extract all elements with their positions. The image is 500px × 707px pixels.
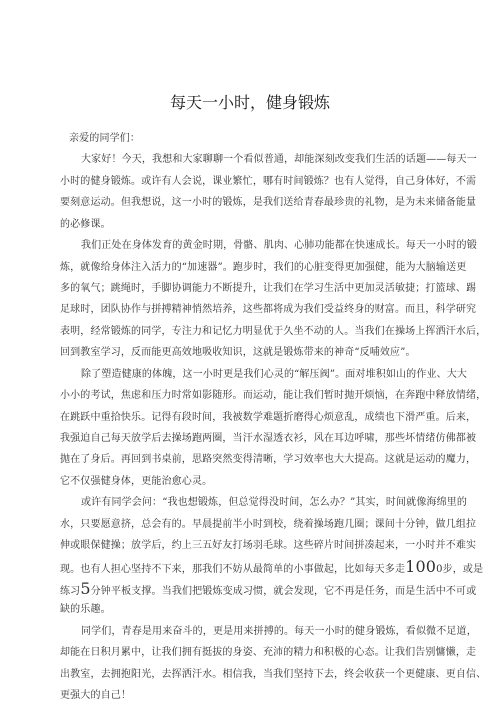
paragraph-line: 抛在了身后。再回到书桌前，思路突然变得清晰，学习效率也大大提高。这就是运动的魔力， (60, 454, 477, 465)
paragraph-line: 伸或眼保健操；放学后，约上三五好友打场羽毛球。这些碎片时间拼凑起来，一小时并不难实 (60, 540, 477, 551)
paragraph-line: 表明，经常锻炼的同学，专注力和记忆力明显优于久坐不动的人。当我们在操场上挥洒汗水后， (60, 326, 487, 337)
line-text: 分钟平板支撑。当我们把锻炼变成习惯，就会发现，它不再是任务，而是生活中不可或 (90, 586, 477, 597)
paragraph-line: 大家好！今天，我想和大家聊聊一个看似普通，却能深刻改变我们生活的话题——每天一 (81, 154, 477, 165)
paragraph-line: 水，只要愿意挤，总会有的。早晨提前半小时到校，绕着操场跑几圈；课间十分钟，做几组拉 (60, 519, 477, 530)
paragraph-line: 更强大的自己！ (60, 690, 132, 701)
paragraph-line: 除了塑造健康的体魄，这一小时更是我们心灵的“解压阀”。面对堆积如山的作业、大大 (81, 369, 468, 380)
paragraph-line: 小时的健身锻炼。或许有人会说，课业繁忙，哪有时间锻炼？也有人觉得，自己身体好，不需 (60, 176, 477, 187)
paragraph-line: 它不仅强健身体，更能治愈心灵。 (60, 476, 213, 487)
page-title: 每天一小时，健身锻炼 (169, 93, 330, 112)
minutes-number: 5 (80, 579, 91, 598)
paragraph-line: 回到教室学习，反而能更高效地吸收知识，这就是锻炼带来的神奇“反哺效应”。 (60, 347, 416, 358)
paragraph-line: 或许有同学会问：“我也想锻炼，但总觉得没时间，怎么办？”其实，时间就像海绵里的 (81, 497, 468, 508)
paragraph-line: 在跳跃中重拾快乐。记得有段时间，我被数学难题折磨得心烦意乱，成绩也下滑严重。后来， (60, 412, 477, 423)
paragraph-line (60, 579, 476, 598)
line-text: 现。也有人担心坚持不下来，那我们不妨从最简单的小事做起，比如每天多走 (60, 564, 406, 575)
paragraph-line: 同学们，青春是用来奋斗的，更是用来拼搏的。每天一小时的健身锻炼，看似微不足道， (81, 626, 477, 637)
paragraph-line: 炼，就像给身体注入活力的“加速器”。跑步时，我们的心脏变得更加强健，能为大脑输送更 (60, 262, 467, 273)
line-text: 0步，或是 (436, 564, 484, 575)
paragraph-line (60, 557, 483, 576)
paragraph-line: 多的氧气；跳绳时，手脚协调能力不断提升，让我们在学习生活中更加灵活敏捷；打篮球、踢 (60, 283, 477, 294)
paragraph-line: 我强迫自己每天放学后去操场跑两圈，当汗水湿透衣衫，风在耳边呼啸，那些坏情绪仿佛都被 (60, 433, 477, 444)
paragraph-line: 却能在日积月累中，让我们拥有挺拔的身姿、充沛的精力和积极的心态。让我们告别慵懒，走 (60, 647, 477, 658)
greeting: 亲爱的同学们： (69, 133, 141, 144)
paragraph-line: 我们正处在身体发育的黄金时期，骨骼、肌肉、心肺功能都在快速成长。每天一小时的锻 (81, 240, 477, 251)
paragraph-line: 缺的乐趣。 (60, 604, 111, 615)
step-count-number: 100 (405, 557, 437, 576)
paragraph-line: 出教室，去拥抱阳光，去挥洒汗水。相信我，当我们坚持下去，终会收获一个更健康、更自信、 (60, 669, 487, 680)
paragraph-line: 的必修课。 (60, 219, 111, 230)
paragraph-line: 小小的考试，焦虑和压力时常如影随形。而运动，能让我们暂时抛开烦恼，在奔跑中释放情绪， (60, 390, 487, 401)
paragraph-line: 要刻意运动。但我想说，这一小时的锻炼，是我们送给青春最珍贵的礼物，是为未来储备能量 (60, 197, 477, 208)
line-text: 练习 (60, 586, 81, 597)
paragraph-line: 足球时，团队协作与拼搏精神悄然培养，这些都将成为我们受益终身的财富。而且，科学研究 (60, 304, 477, 315)
